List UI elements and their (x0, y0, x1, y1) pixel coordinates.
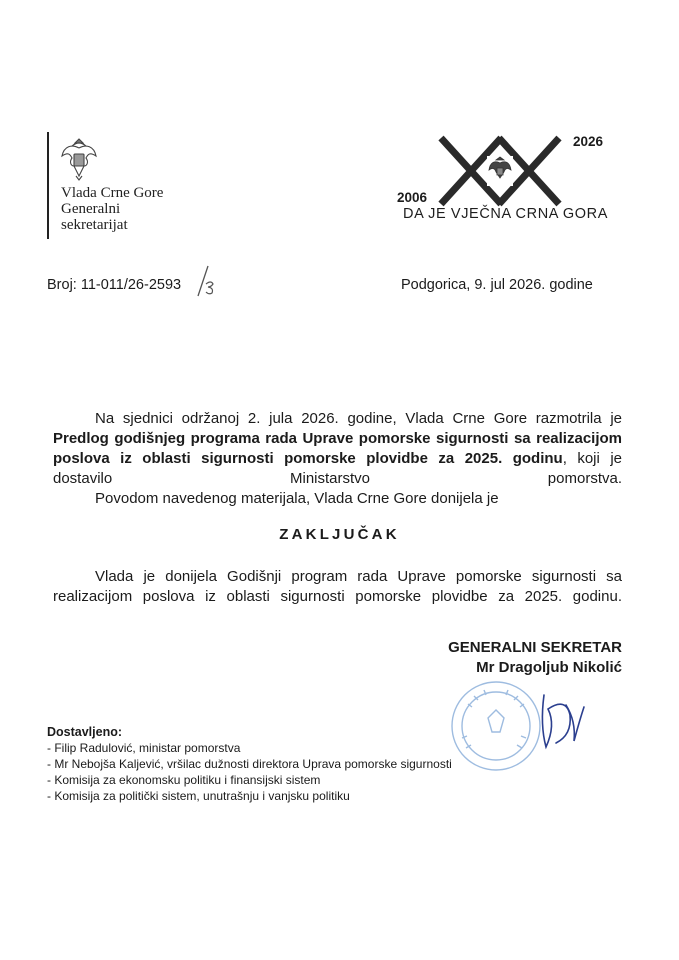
logo-year-end: 2026 (573, 134, 604, 149)
logo-year-start: 2006 (397, 190, 428, 205)
coat-of-arms-icon (60, 136, 98, 182)
distribution-item: - Mr Nebojša Kaljević, vršilac dužnosti direktora Uprava pomorske sigurnosti (47, 757, 452, 771)
distribution-list (47, 724, 452, 804)
intro-paragraph (53, 409, 622, 489)
conclusion-heading: ZAKLJUČAK (279, 526, 400, 543)
logo-tagline: DA JE VJEČNA CRNA GORA (403, 206, 608, 222)
distribution-heading: Dostavljeno: (47, 725, 123, 739)
distribution-item: - Komisija za ekonomsku politiku i finansijski sistem (47, 773, 321, 787)
intro-text-end: , koji je dostavilo Ministarstvo pomorstva. (53, 450, 622, 487)
conclusion-paragraph: Vlada je donijela Godišnji program rada Uprave pomorske sigurnosti sa realizacijom poslova iz oblasti sigurnosti pomorske plovidbe za 2025. godinu. (53, 568, 622, 605)
header-divider-line (47, 132, 49, 239)
org-name-line-2: Generalni (61, 201, 121, 217)
distribution-item: - Komisija za politički sistem, unutrašnju i vanjsku politiku (47, 789, 350, 803)
org-name-line-1: Vlada Crne Gore (61, 185, 164, 201)
intro-text-start: Na sjednici održanoj 2. jula 2026. godine, Vlada Crne Gore razmotrila je (95, 410, 622, 427)
document-number: Broj: 11-011/26-2593 (47, 277, 182, 293)
handwritten-suffix (194, 264, 220, 298)
intro-line-2: Povodom navedenog materijala, Vlada Crne Gore donijela je (95, 490, 499, 507)
handwritten-signature (526, 685, 586, 755)
signatory-name: Mr Dragoljub Nikolić (476, 659, 622, 676)
issuing-organization (61, 185, 163, 233)
org-name-line-3: sekretarijat (61, 217, 128, 233)
place-and-date: Podgorica, 9. jul 2026. godine (401, 277, 593, 293)
distribution-item: - Filip Radulović, ministar pomorstva (47, 741, 241, 755)
signatory-block (380, 638, 622, 678)
signatory-title: GENERALNI SEKRETAR (448, 639, 622, 656)
intro-subject: Predlog godišnjeg programa rada Uprave pomorske sigurnosti sa realizacijom poslova iz oblasti sigurnosti pomorske plovidbe za 2025. godinu (53, 430, 622, 467)
